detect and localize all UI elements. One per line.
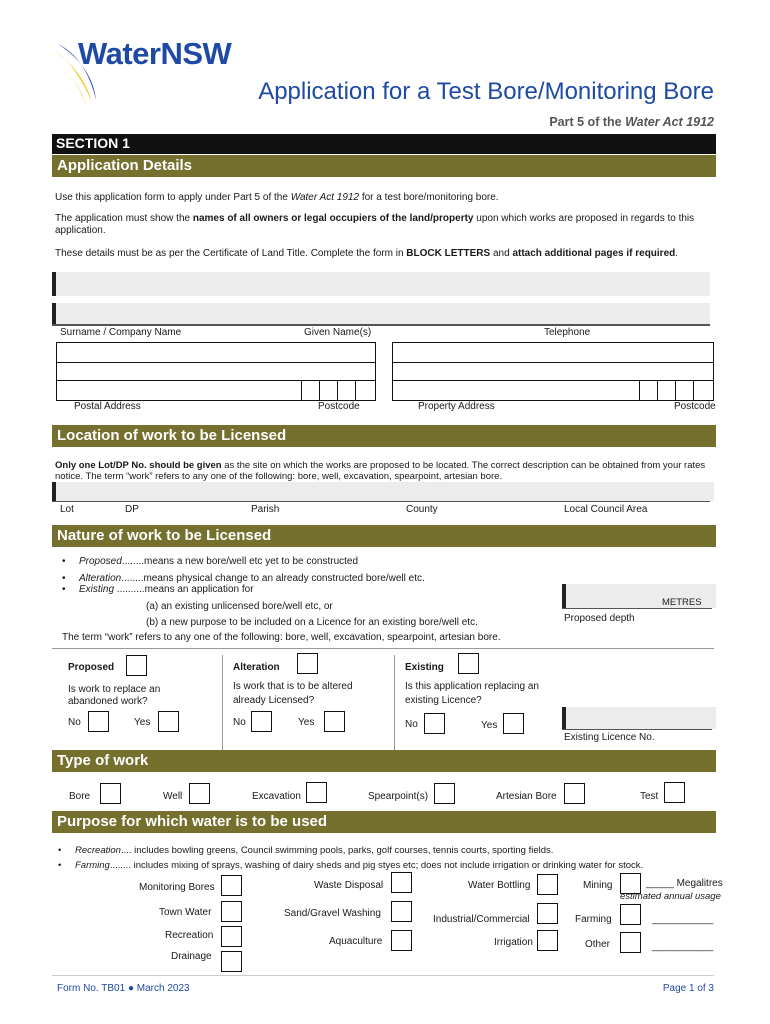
farming-checkbox[interactable]	[620, 904, 641, 925]
artesian-bore-label: Artesian Bore	[496, 791, 557, 802]
annual-usage-label: estimated annual usage	[620, 891, 721, 902]
waste-disposal-label: Waste Disposal	[314, 880, 384, 891]
metres-unit: METRES	[662, 597, 702, 608]
irrigation-checkbox[interactable]	[537, 930, 558, 951]
excavation-checkbox[interactable]	[306, 782, 327, 803]
divider	[562, 729, 712, 730]
megalitres-label: _____ Megalitres	[646, 878, 723, 889]
work-term-note: The term “work” refers to any one of the following: bore, well, excavation, spearpoint, artesian bore.	[62, 632, 501, 643]
application-details-heading: Application Details	[52, 155, 716, 177]
industrial-checkbox[interactable]	[537, 903, 558, 924]
divider	[52, 975, 714, 976]
alteration-no-checkbox[interactable]	[251, 711, 272, 732]
property-address-label: Property Address	[418, 401, 495, 412]
sand-gravel-label: Sand/Gravel Washing	[284, 908, 381, 919]
list-item: Proposed........means a new bore/well etc yet to be constructed	[79, 556, 359, 567]
proposed-question: Is work to replace an abandoned work?	[68, 684, 161, 707]
waternsw-logo	[52, 36, 262, 110]
owner-1-name-field[interactable]	[52, 272, 540, 296]
existing-no-label: No	[405, 719, 418, 730]
proposed-no-checkbox[interactable]	[88, 711, 109, 732]
water-bottling-checkbox[interactable]	[537, 874, 558, 895]
proposed-no-label: No	[68, 717, 81, 728]
proposed-yes-checkbox[interactable]	[158, 711, 179, 732]
farming-label: Farming	[575, 914, 612, 925]
owner-2-telephone-field[interactable]	[540, 303, 710, 325]
waste-disposal-checkbox[interactable]	[391, 872, 412, 893]
telephone-label: Telephone	[544, 327, 591, 338]
location-note: Only one Lot/DP No. should be given as the site on which the works are proposed to be located. The correct description can be obtained from your rates notice. The term “work” refers to any one of the following: bore, well, excavation, spearpoint, artesian bore.	[55, 460, 706, 482]
drainage-label: Drainage	[171, 951, 212, 962]
bore-label: Bore	[69, 791, 91, 802]
lga-label: Local Council Area	[564, 504, 648, 515]
recreation-label: Recreation	[165, 930, 214, 941]
town-water-label: Town Water	[159, 907, 212, 918]
alteration-yes-checkbox[interactable]	[324, 711, 345, 732]
list-item: Farming........ includes mixing of sprays, washing of dairy sheds and pig styes etc; does not include irrigation or drinking water for stock.	[75, 860, 644, 871]
property-address-box[interactable]	[392, 342, 714, 401]
bore-checkbox[interactable]	[100, 783, 121, 804]
existing-licence-field[interactable]	[562, 707, 716, 729]
given-name-label: Given Name(s)	[304, 327, 372, 338]
form-number: Form No. TB01 ● March 2023	[57, 983, 190, 994]
artesian-bore-checkbox[interactable]	[564, 783, 585, 804]
lot-label: Lot	[60, 504, 74, 515]
existing-question: Is this application replacing an existing Licence?	[405, 681, 539, 706]
alteration-yes-label: Yes	[298, 717, 315, 728]
proposed-title: Proposed	[68, 662, 115, 673]
spearpoint-checkbox[interactable]	[434, 783, 455, 804]
owner-1-telephone-field[interactable]	[540, 272, 710, 296]
intro-paragraph-3: These details must be as per the Certificate of Land Title. Complete the form in BLOCK LETTERS and attach additional pages if required.	[55, 248, 679, 259]
mining-label: Mining	[583, 880, 613, 891]
test-checkbox[interactable]	[664, 782, 685, 803]
well-label: Well	[163, 791, 183, 802]
other-checkbox[interactable]	[620, 932, 641, 953]
test-label: Test	[640, 791, 659, 802]
purpose-heading: Purpose for which water is to be used	[52, 811, 716, 833]
postal-address-box[interactable]	[56, 342, 376, 401]
type-of-work-heading: Type of work	[52, 750, 716, 772]
alteration-question: Is work that is to be altered already Licensed?	[233, 681, 353, 706]
list-item: (a) an existing unlicensed bore/well etc, or	[146, 600, 333, 612]
divider	[52, 648, 714, 649]
nature-heading: Nature of work to be Licensed	[52, 525, 716, 547]
drainage-checkbox[interactable]	[221, 951, 242, 972]
proposed-yes-label: Yes	[134, 717, 151, 728]
divider	[52, 324, 710, 326]
postcode-2-label: Postcode	[674, 401, 716, 412]
county-label: County	[406, 504, 438, 515]
farming-blank[interactable]: ___________	[652, 914, 714, 925]
logo-wordmark: WaterNSW	[78, 36, 232, 71]
proposed-checkbox[interactable]	[126, 655, 147, 676]
other-blank[interactable]: ___________	[652, 941, 714, 952]
intro-paragraph-2: The application must show the names of all owners or legal occupiers of the land/property upon which works are proposed in regards to this application.	[55, 213, 695, 236]
other-label: Other	[585, 939, 611, 950]
list-item: Existing ..........means an application for	[79, 584, 254, 595]
postcode-label: Postcode	[318, 401, 360, 412]
alteration-no-label: No	[233, 717, 246, 728]
excavation-label: Excavation	[252, 791, 301, 802]
existing-yes-label: Yes	[481, 720, 498, 731]
water-bottling-label: Water Bottling	[468, 880, 531, 891]
divider	[222, 655, 223, 750]
aquaculture-label: Aquaculture	[329, 936, 383, 947]
page-title: Application for a Test Bore/Monitoring Bore	[258, 78, 714, 105]
alteration-title: Alteration	[233, 662, 280, 673]
monitoring-bores-checkbox[interactable]	[221, 875, 242, 896]
existing-title: Existing	[405, 662, 444, 673]
page-subtitle: Part 5 of the Water Act 1912	[549, 115, 714, 129]
lot-dp-field[interactable]	[52, 482, 714, 501]
intro-paragraph-1: Use this application form to apply under Part 5 of the Water Act 1912 for a test bore/monitoring bore.	[55, 192, 499, 203]
existing-licence-label: Existing Licence No.	[564, 732, 655, 743]
dp-label: DP	[125, 504, 139, 515]
postal-address-label: Postal Address	[74, 401, 141, 412]
monitoring-bores-label: Monitoring Bores	[139, 882, 215, 893]
existing-yes-checkbox[interactable]	[503, 713, 524, 734]
aquaculture-checkbox[interactable]	[391, 930, 412, 951]
existing-checkbox[interactable]	[458, 653, 479, 674]
section-label	[52, 134, 716, 154]
list-item: (b) a new purpose to be included on a Licence for an existing bore/well etc.	[146, 617, 478, 628]
industrial-label: Industrial/Commercial	[433, 914, 530, 925]
list-item: Recreation.... includes bowling greens, Council swimming pools, parks, golf courses, tennis courts, sporting fields.	[75, 845, 554, 856]
list-item: Alteration........means physical change to an already constructed bore/well etc.	[79, 572, 425, 584]
spearpoint-label: Spearpoint(s)	[368, 791, 429, 802]
existing-no-checkbox[interactable]	[424, 713, 445, 734]
nature-definitions	[79, 556, 579, 629]
parish-label: Parish	[251, 504, 280, 515]
recreation-checkbox[interactable]	[221, 926, 242, 947]
divider	[562, 608, 712, 609]
owner-2-name-field[interactable]	[52, 303, 540, 325]
well-checkbox[interactable]	[189, 783, 210, 804]
location-heading: Location of work to be Licensed	[52, 425, 716, 447]
irrigation-label: Irrigation	[494, 937, 533, 948]
divider	[394, 655, 395, 750]
purpose-definitions	[75, 843, 715, 873]
divider	[52, 501, 710, 502]
surname-label: Surname / Company Name	[60, 327, 182, 338]
sand-gravel-checkbox[interactable]	[391, 901, 412, 922]
alteration-checkbox[interactable]	[297, 653, 318, 674]
proposed-depth-label: Proposed depth	[564, 613, 635, 624]
town-water-checkbox[interactable]	[221, 901, 242, 922]
page-number: Page 1 of 3	[662, 983, 714, 994]
section-label-text: SECTION 1	[56, 135, 130, 151]
